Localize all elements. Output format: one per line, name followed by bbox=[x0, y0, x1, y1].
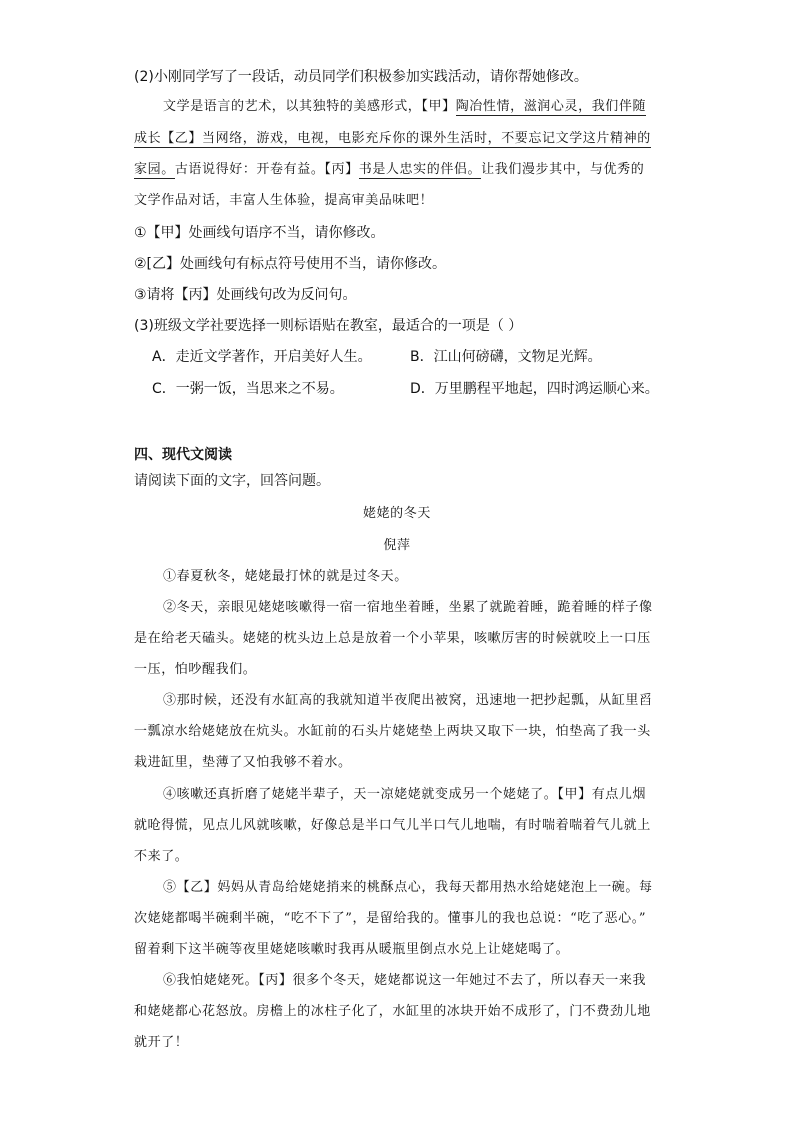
paragraph-6-line-1: ⑥我怕姥姥死。【丙】很多个冬天，姥姥都说这一年她过不去了，所以春天一来我 bbox=[163, 973, 647, 988]
paragraph-2-line-3: 一压，怕吵醒我们。 bbox=[134, 662, 257, 677]
underlined-sentence-bing: 书是人忠实的伴侣。 bbox=[358, 162, 482, 177]
paragraph-6-line-2: 和姥姥都心花怒放。房檐上的冰柱子化了，水缸里的冰块开始不成形了，门不费劲儿地 bbox=[134, 1004, 651, 1019]
paragraph-5-line-1: ⑤【乙】妈妈从青岛给姥姥捎来的桃酥点心，我每天都用热水给姥姥泡上一碗。每 bbox=[163, 880, 653, 895]
passage-line-3 bbox=[134, 161, 644, 179]
underlined-sentence-jia: 陶冶性情，滋润心灵，我们伴随 bbox=[455, 99, 647, 114]
article-author: 倪萍 bbox=[383, 538, 411, 553]
question-2-intro: (2)小刚同学写了一段话，动员同学们积极参加实践活动，请你帮她修改。 bbox=[134, 69, 588, 85]
option-c: C．一粥一饭，当思来之不易。 bbox=[152, 381, 344, 397]
sub-question-3: ③请将【丙】处画线句改为反问句。 bbox=[134, 287, 357, 303]
passage-text: 文学是语言的艺术，以其独特的美感形式，【甲】 bbox=[163, 99, 456, 114]
underlined-sentence-yi-end: 家园。 bbox=[134, 162, 175, 177]
option-d: D．万里鹏程平地起，四时鸿运顺心来。 bbox=[410, 381, 659, 397]
passage-text: 古语说得好：开卷有益。【丙】 bbox=[174, 162, 359, 177]
paragraph-2-line-2: 是在给老天磕头。姥姥的枕头边上总是放着一个小苹果，咳嗽厉害的时候就咬上一口压 bbox=[134, 631, 651, 646]
paragraph-5-line-2: 次姥姥都喝半碗剩半碗，“吃不下了”，是留给我的。懂事儿的我也总说：“吃了恶心。” bbox=[134, 911, 647, 926]
passage-line-2 bbox=[134, 130, 651, 148]
question-3: (3)班级文学社要选择一则标语贴在教室，最适合的一项是（ ） bbox=[134, 318, 523, 334]
paragraph-3-line-1: ③那时候，还没有水缸高的我就知道半夜爬出被窝，迅速地一把抄起瓢，从缸里舀 bbox=[163, 693, 653, 708]
sub-question-1: ①【甲】处画线句语序不当，请你修改。 bbox=[134, 225, 385, 241]
paragraph-2-line-1: ②冬天，亲眼见姥姥咳嗽得一宿一宿地坐着睡，坐累了就跪着睡，跪着睡的样子像 bbox=[163, 600, 653, 615]
section-heading: 四、现代文阅读 bbox=[134, 447, 232, 463]
underlined-sentence-jia-end: 成长 bbox=[134, 131, 162, 146]
paragraph-4-line-2: 就呛得慌，见点儿风就咳嗽，好像总是半口气儿半口气儿地喘，有时喘着喘着气儿就上 bbox=[134, 818, 651, 833]
option-a: A．走近文学著作，开启美好人生。 bbox=[152, 349, 372, 365]
sub-question-2: ②[乙】处画线句有标点符号使用不当，请你修改。 bbox=[134, 256, 447, 272]
passage-text: 让我们漫步其中，与优秀的 bbox=[481, 162, 645, 177]
reading-instruction: 请阅读下面的文字，回答问题。 bbox=[134, 473, 330, 489]
underlined-sentence-yi: 【乙】当网络，游戏，电视，电影充斥你的课外生活时，不要忘记文学这片精神的 bbox=[161, 131, 651, 146]
passage-line-4: 文学作品对话，丰富人生体验，提高审美品味吧！ bbox=[134, 193, 434, 208]
paragraph-3-line-3: 栽进缸里，垫薄了又怕我够不着水。 bbox=[134, 755, 352, 770]
paragraph-5-line-3: 留着剩下这半碗等夜里姥姥咳嗽时我再从暖瓶里倒点水兑上让姥姥喝了。 bbox=[134, 942, 570, 957]
paragraph-4-line-1: ④咳嗽还真折磨了姥姥半辈子，天一凉姥姥就变成另一个姥姥了。【甲】有点儿烟 bbox=[163, 787, 647, 802]
paragraph-6-line-3: 就开了！ bbox=[134, 1035, 189, 1050]
paragraph-3-line-2: 一瓢凉水给姥姥放在炕头。水缸前的石头片姥姥垫上两块又取下一块，怕垫高了我一头 bbox=[134, 724, 651, 739]
paragraph-1: ①春夏秋冬，姥姥最打怵的就是过冬天。 bbox=[163, 569, 408, 584]
option-b: B．江山何磅礴，文物足光辉。 bbox=[410, 349, 602, 365]
paragraph-4-line-3: 不来了。 bbox=[134, 849, 189, 864]
article-title: 姥姥的冬天 bbox=[362, 506, 431, 521]
passage-line-1 bbox=[163, 98, 646, 116]
